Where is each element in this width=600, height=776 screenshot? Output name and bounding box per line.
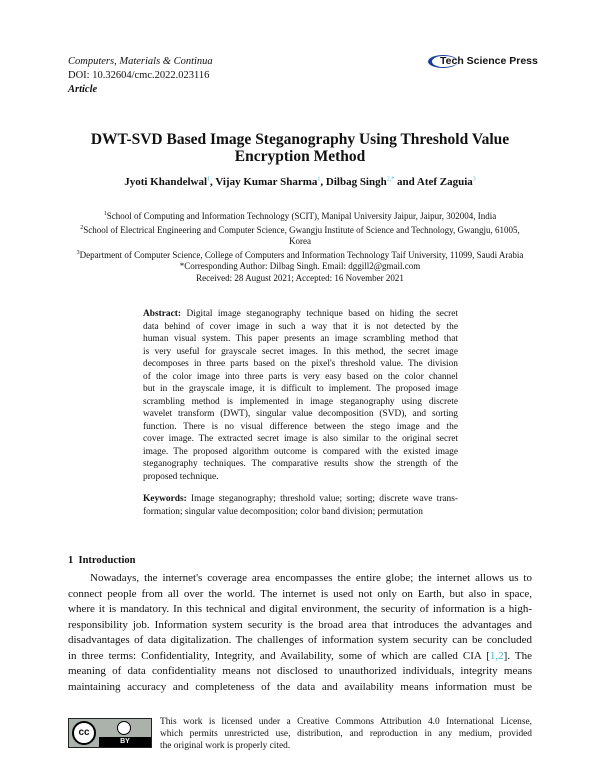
text: image. The proposed algorithm outcome is compared with the existed image — [143, 446, 458, 457]
abstract-line — [143, 358, 458, 371]
text: cover image. The extracted secret image is also similar to the original secret — [143, 434, 458, 444]
intro-line — [68, 587, 532, 603]
intro-paragraph — [68, 571, 532, 695]
affiliation: $^2$School of Electrical Engineering and Computer Science, Gwangju Institute of Science and Technology, Gwangju, 61005, Korea — [80, 224, 520, 247]
intro-line — [68, 680, 532, 696]
sep: , — [320, 176, 326, 188]
abstract-line — [143, 446, 458, 459]
text: steganography techniques. The comparative results show the strength of the — [143, 459, 458, 469]
sep: and — [394, 176, 417, 188]
affiliations — [70, 209, 530, 285]
section-heading: 1 Introduction — [68, 555, 136, 566]
doi[interactable]: DOI: 10.32604/cmc.2022.023116 — [68, 70, 210, 81]
abstract-line — [143, 371, 458, 384]
author-list — [60, 176, 540, 188]
journal-name: Computers, Materials & Continua — [68, 56, 213, 67]
license-line: which permits unrestricted use, distribution, and reproduction in any medium, provided — [160, 729, 532, 739]
text: meaning of data confidentiality means not disclosed to unauthorized individuals, integrity means — [68, 665, 532, 677]
text: in three terms: Confidentiality, Integrity, and Availability, some of which are called CIA [ — [68, 649, 490, 662]
text: of the color image into three parts is very easy based on the color channel — [143, 371, 458, 382]
text: Nowadays, the internet's coverage area encompasses the entire globe; the internet allows us to — [90, 572, 532, 584]
cc-by-license-logo[interactable] — [68, 718, 152, 748]
intro-line — [68, 633, 532, 649]
abstract-line — [143, 383, 458, 396]
text: proposed technique. — [143, 471, 219, 482]
abstract-line — [143, 458, 458, 471]
sep: , — [210, 176, 216, 188]
license-line: This work is licensed under a Creative Commons Attribution 4.0 International License, — [160, 717, 532, 727]
text: scrambling method is implemented in image steganography using discrete — [143, 396, 458, 407]
text: maintaining accuracy and completeness of the data and availability means information must be — [68, 680, 532, 693]
abstract-line — [143, 346, 458, 359]
publisher-name: Tech Science Press — [440, 55, 538, 67]
by-badge: BY — [99, 737, 151, 747]
publisher-logo — [428, 54, 538, 70]
affil-ref[interactable]: 3 — [472, 176, 476, 183]
person-icon — [117, 721, 131, 735]
intro-line — [68, 649, 532, 665]
text: ]. The — [503, 649, 532, 662]
intro-line — [68, 664, 532, 680]
intro-line — [68, 618, 532, 634]
abstract-line — [143, 471, 458, 484]
affil-ref[interactable]: 2,* — [386, 176, 395, 183]
license-line: the original work is properly cited. — [160, 741, 291, 751]
text: connect people from all over the world. The internet is used not only on Earth, but also in space, — [68, 587, 532, 600]
paper-title: DWT-SVD Based Image Steganography Using Threshold Value Encryption Method — [90, 131, 510, 165]
author: Dilbag Singh — [325, 176, 387, 188]
abstract-line — [143, 421, 458, 434]
text: decomposes in three parts based on the pixel's threshold value. The division — [143, 359, 458, 369]
cc-icon: cc — [72, 721, 96, 745]
abstract-line — [143, 321, 458, 334]
corresponding-author: *Corresponding Author: Dilbag Singh. Email: dggill2@gmail.com — [179, 261, 421, 272]
abstract-line — [143, 308, 458, 321]
text: is very useful for grayscale secret images. In this method, the secret image — [143, 346, 458, 357]
keywords-line — [143, 493, 458, 506]
abstract-line — [143, 396, 458, 409]
abstract-line — [143, 433, 458, 446]
abstract-label: Abstract: — [143, 309, 182, 319]
abstract-line — [143, 333, 458, 346]
intro-line — [68, 602, 532, 618]
text: disadvantages of data digitalization. The challenges of information system security can be concluded — [68, 634, 532, 646]
received-dates: Received: 28 August 2021; Accepted: 16 November 2021 — [196, 272, 404, 283]
text: but in the grayscale image, it is difficult to implement. The proposed image — [143, 384, 458, 394]
intro-line — [68, 571, 532, 587]
text: data behind of cover image in such a way that it is not detected by the — [143, 321, 458, 332]
text: function. There is no visual difference between the stego image and the — [143, 421, 458, 432]
abstract — [143, 308, 458, 483]
affiliation: $^1$School of Computing and Information Technology (SCIT), Manipal University Jaipur, Jaipur, 302004, India — [103, 211, 497, 221]
text: human visual system. This paper presents an image scrambling method that — [143, 334, 458, 344]
license-text — [160, 716, 532, 752]
abstract-line — [143, 408, 458, 421]
keywords-label: Keywords: — [143, 494, 187, 504]
keywords — [143, 493, 458, 518]
affil-ref[interactable]: 1 — [317, 176, 321, 183]
author: Atef Zaguia — [416, 176, 473, 188]
text: Image steganography; threshold value; sorting; discrete wave trans- — [190, 494, 459, 504]
text: responsibility job. Information system security is the broad area that introduces the advantages and — [68, 618, 532, 631]
text: formation; singular value decomposition; color band division; permutation — [143, 506, 423, 517]
text: where it is mandatory. In this technical and digital environment, the security of information is a high- — [68, 603, 532, 615]
keywords-line — [143, 506, 458, 519]
article-type: Article — [68, 84, 98, 95]
text: Digital image steganography technique based on hiding the secret — [186, 309, 458, 319]
affiliation: $^3$Department of Computer Science, College of Computers and Information Technology Taif University, 11099, Saudi Arabia — [76, 249, 524, 260]
author: Jyoti Khandelwal — [124, 176, 208, 188]
author: Vijay Kumar Sharma — [215, 176, 318, 188]
citation-link[interactable]: 1,2 — [489, 649, 504, 662]
affil-ref[interactable]: 1 — [207, 176, 211, 183]
text: wavelet transform (DWT), singular value decomposition (SVD), and sorting — [143, 409, 458, 419]
